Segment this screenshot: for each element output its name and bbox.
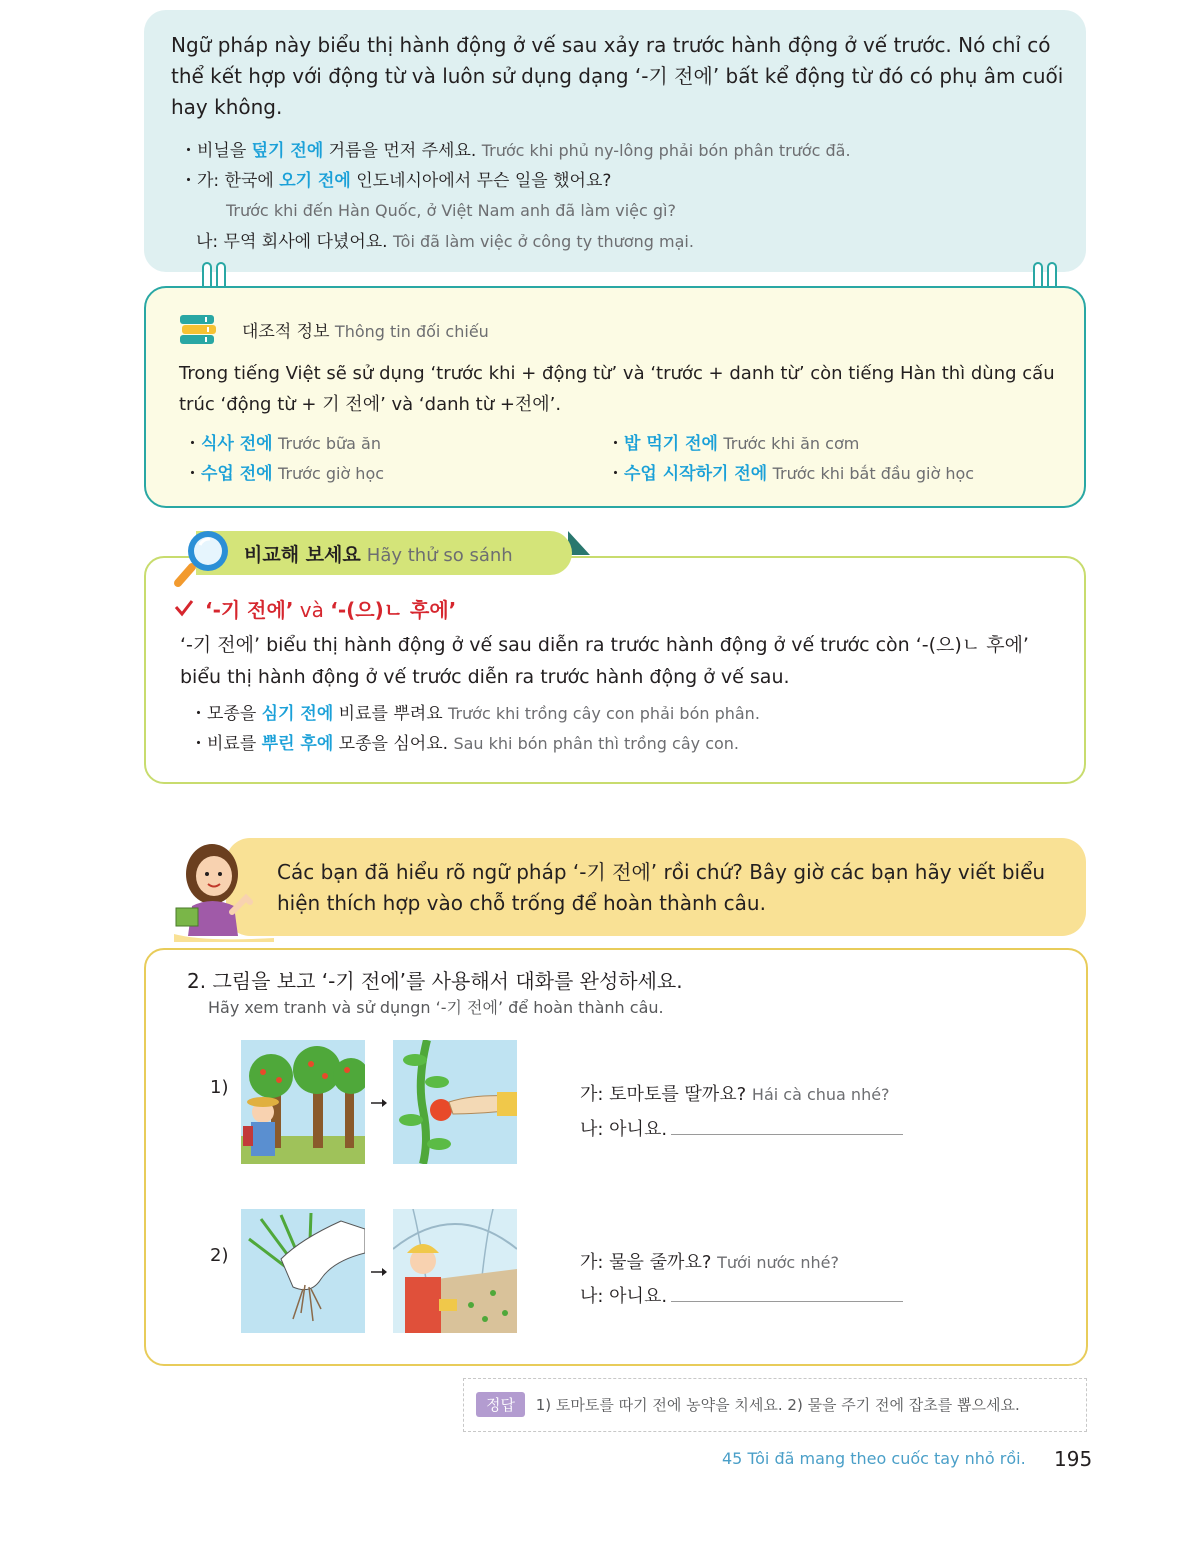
example-highlight: 뿌린 후에 [261,734,334,754]
example-translation: Trước khi ăn cơm [723,434,860,453]
reference-body: Trong tiếng Việt sẽ sử dụng ‘trước khi + động từ’ và ‘trước + danh từ’ còn tiếng Hàn thì dùng cấu trúc ‘động từ + 기 전에’ và ‘danh từ +전에’. [179,363,1055,415]
books-icon [178,313,218,347]
example-highlight: 식사 전에 [201,434,273,454]
dialog-ga-translation: Hái cà chua nhé? [751,1085,890,1104]
example-highlight: 밥 먹기 전에 [624,434,718,454]
grammar-example-2-translation [226,200,676,222]
magnifier-icon [172,527,236,591]
dialog-ga-text: 가: 토마토를 딸까요? [580,1084,747,1105]
example-text: 모종을 [207,704,262,724]
bullet: ・ [180,171,197,191]
example-highlight: 오기 전에 [279,171,351,191]
exercise-subtitle: Hãy xem tranh và sử dụngn ‘-기 전에’ để hoàn thành câu. [208,998,664,1017]
example-translation: Trước khi đến Hàn Quốc, ở Việt Nam anh đã làm việc gì? [226,201,676,220]
example-translation: Sau khi bón phân thì trồng cây con. [453,734,739,753]
exercise-dialog-na [580,1281,903,1308]
grammar-example-3 [196,231,694,253]
compare-example-2: ・비료를 뿌린 후에 모종을 심어요. Sau khi bón phân thì trồng cây con. [190,734,739,754]
example-text: 비닐을 [197,141,252,161]
bullet: ・ [180,141,197,161]
answer-blank[interactable] [671,1114,903,1135]
example-translation: Tôi đã làm việc ở công ty thương mại. [392,232,694,251]
example-text: 나: 무역 회사에 다녔어요. [196,232,393,252]
compare-heading [205,594,456,623]
example-translation: Trước giờ học [278,464,385,483]
example-text: 인도네시아에서 무슨 일을 했어요? [350,171,612,191]
compare-heading-a: ‘-기 전에’ [205,598,294,622]
compare-body: ‘-기 전에’ biểu thị hành động ở vế sau diễn ra trước hành động ở vế trước còn ‘-(으)ㄴ 후에’ biểu thị hành động ở vế trước diễn ra trước hành động ở vế sau. [180,634,1029,688]
example-translation: Trước khi bắt đầu giờ học [772,464,975,483]
dialog-ga-translation: Tưới nước nhé? [717,1253,839,1272]
footer-lesson-title: 45 Tôi đã mang theo cuốc tay nhỏ rồi. [722,1449,1026,1468]
reference-title-vi: Thông tin đối chiếu [334,322,489,341]
compare-example-1: ・모종을 심기 전에 비료를 뿌려요 Trước khi trồng cây con phải bón phân. [190,704,760,724]
reference-example-1: ・식사 전에 Trước bữa ăn [184,434,381,454]
page-number: 195 [1054,1447,1093,1471]
reference-title [242,317,489,342]
arrow-right-icon [370,1266,388,1278]
reference-example-2: ・밥 먹기 전에 Trước khi ăn cơm [607,434,860,454]
weeding-picture [241,1209,365,1333]
exercise-dialog-na [580,1114,903,1141]
grammar-example-2 [180,170,611,192]
compare-tab-label [244,540,513,567]
exercise-dialog-ga [580,1248,839,1274]
exercise-title: 2. 그림을 보고 ‘-기 전에’를 사용해서 대화를 완성하세요. [187,969,683,993]
compare-heading-b: ‘-(으)ㄴ 후에’ [330,598,457,622]
example-highlight: 덮기 전에 [251,141,324,161]
example-highlight: 심기 전에 [261,704,334,724]
grammar-description: Ngữ pháp này biểu thị hành động ở vế sau xảy ra trước hành động ở vế trước. Nó chỉ có thể kết hợp với động từ và luôn sử dụng dạng ‘-기 전에’ bất kể động từ đó có phụ âm cuối hay không. [171,33,1064,119]
example-translation: Trước khi trồng cây con phải bón phân. [448,704,760,723]
orchard-picture [241,1040,365,1164]
reference-title-ko: 대조적 정보 [242,322,330,342]
dialog-na-text: 나: 아니요. [580,1119,668,1140]
watering-picture [393,1209,517,1333]
reference-example-3: ・수업 전에 Trước giờ học [184,464,385,484]
exercise-item-number: 2) [210,1245,229,1266]
tomato-picking-picture [393,1040,517,1164]
answer-label: 정답 [476,1392,525,1417]
example-text: 비료를 [207,734,262,754]
example-text: 가: 한국에 [197,171,280,191]
compare-tab-vi: Hãy thử so sánh [366,545,513,566]
teacher-text: Các bạn đã hiểu rõ ngữ pháp ‘-기 전에’ rồi chứ? Bây giờ các bạn hãy viết biểu hiện thích hợp vào chỗ trống để hoàn thành câu. [277,860,1046,915]
compare-tab-ko: 비교해 보세요 [244,544,361,566]
example-translation: Trước khi phủ ny-lông phải bón phân trước đã. [481,141,851,160]
compare-heading-and: và [293,598,331,622]
reference-example-4: ・수업 시작하기 전에 Trước khi bắt đầu giờ học [607,464,975,484]
dialog-na-text: 나: 아니요. [580,1286,668,1307]
check-icon [174,598,194,618]
example-highlight: 수업 전에 [201,464,273,484]
answer-content [476,1392,1020,1417]
grammar-example-1 [180,140,851,162]
dialog-ga-text: 가: 물을 줄까요? [580,1252,712,1273]
example-text: 비료를 뿌려요 [333,704,449,724]
answer-text: 1) 토마토를 따기 전에 농약을 치세요. 2) 물을 주기 전에 잡초를 뽑으세요. [535,1396,1020,1414]
teacher-illustration [164,834,284,942]
example-translation: Trước bữa ăn [278,434,381,453]
arrow-right-icon [370,1097,388,1109]
exercise-item-number: 1) [210,1077,229,1098]
example-text: 모종을 심어요. [333,734,454,754]
answer-blank[interactable] [671,1281,903,1302]
example-text: 거름을 먼저 주세요. [323,141,482,161]
example-highlight: 수업 시작하기 전에 [624,464,768,484]
exercise-dialog-ga [580,1080,890,1106]
